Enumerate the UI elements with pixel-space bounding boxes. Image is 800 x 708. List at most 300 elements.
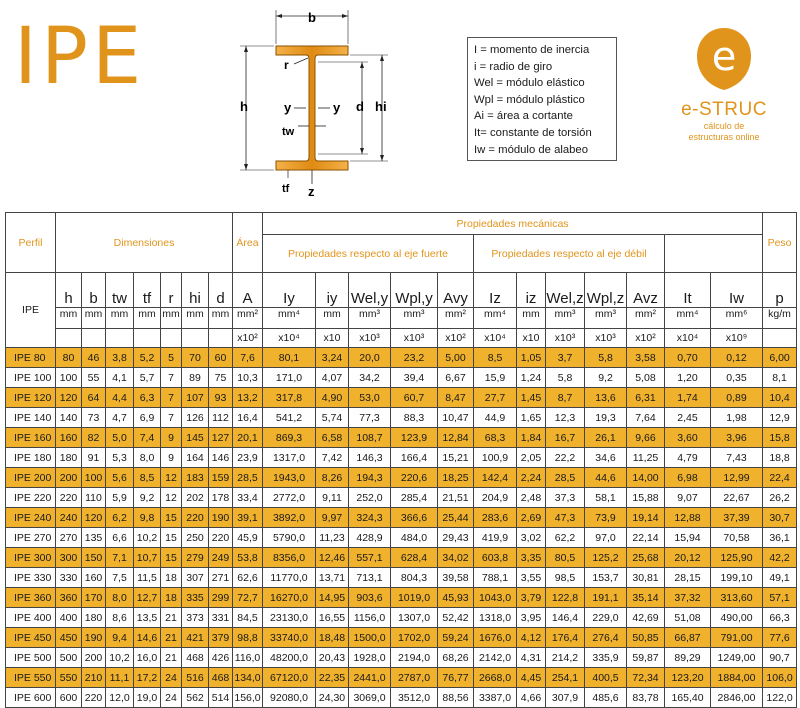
header-eje-debil: Propiedades respecto al eje débil <box>474 235 665 273</box>
table-cell: 30,7 <box>763 508 797 528</box>
table-cell: 15,88 <box>627 488 665 508</box>
column-multiplier <box>106 329 134 348</box>
table-cell: 164 <box>182 448 209 468</box>
profile-name-cell: IPE 450 <box>6 628 56 648</box>
table-cell: 804,3 <box>391 568 438 588</box>
table-cell: 6,3 <box>134 388 161 408</box>
table-cell: 14,95 <box>316 588 349 608</box>
profile-name-cell: IPE 330 <box>6 568 56 588</box>
table-cell: 252,0 <box>349 488 391 508</box>
table-cell: 134,0 <box>233 668 263 688</box>
table-cell: 18 <box>161 568 182 588</box>
legend-item: Ai = área a cortante <box>474 110 573 123</box>
table-cell: 37,39 <box>711 508 763 528</box>
table-cell: 145 <box>182 428 209 448</box>
table-row <box>6 688 797 708</box>
table-cell: 16,4 <box>233 408 263 428</box>
column-symbol: Iy <box>263 273 316 308</box>
table-cell: 21 <box>161 648 182 668</box>
header-perfil: Perfil <box>6 213 56 273</box>
table-cell: 5,8 <box>585 348 627 368</box>
table-cell: 220 <box>182 508 209 528</box>
profile-name-cell: IPE 500 <box>6 648 56 668</box>
table-cell: 112 <box>209 408 233 428</box>
table-cell: 73 <box>82 408 106 428</box>
table-cell: 8,0 <box>106 588 134 608</box>
table-cell: 13,5 <box>134 608 161 628</box>
table-cell: 42,69 <box>627 608 665 628</box>
table-cell: 72,7 <box>233 588 263 608</box>
table-cell: 12,7 <box>134 588 161 608</box>
table-cell: 1,24 <box>517 368 546 388</box>
table-cell: 42,2 <box>763 548 797 568</box>
table-cell: 4,90 <box>316 388 349 408</box>
label-r: r <box>284 58 289 72</box>
table-cell: 7 <box>161 388 182 408</box>
table-cell: 324,3 <box>349 508 391 528</box>
table-cell: 6,00 <box>763 348 797 368</box>
table-cell: 34,02 <box>438 548 474 568</box>
column-multiplier <box>763 329 797 348</box>
table-cell: 6,31 <box>627 388 665 408</box>
table-cell: 80,1 <box>263 348 316 368</box>
table-cell: 5,8 <box>546 368 585 388</box>
table-cell: 400 <box>56 608 82 628</box>
table-cell: 5790,0 <box>263 528 316 548</box>
table-cell: 2,05 <box>517 448 546 468</box>
table-cell: 194,3 <box>349 468 391 488</box>
table-cell: 39,58 <box>438 568 474 588</box>
table-cell: 5,6 <box>106 468 134 488</box>
table-cell: 62,2 <box>546 528 585 548</box>
table-cell: 3,79 <box>517 588 546 608</box>
table-cell: 400,5 <box>585 668 627 688</box>
column-unit: mm² <box>627 308 665 329</box>
table-cell: 110 <box>82 488 106 508</box>
table-cell: 366,6 <box>391 508 438 528</box>
table-cell: 3,96 <box>711 428 763 448</box>
table-cell: 1019,0 <box>391 588 438 608</box>
table-cell: 249 <box>209 548 233 568</box>
header-ipe: IPE <box>6 273 56 348</box>
table-cell: 93 <box>209 388 233 408</box>
table-cell: 271 <box>209 568 233 588</box>
table-cell: 37,32 <box>665 588 711 608</box>
table-cell: 490,00 <box>711 608 763 628</box>
column-unit: mm⁶ <box>711 308 763 329</box>
table-cell: 3,35 <box>517 548 546 568</box>
table-cell: 10,2 <box>134 528 161 548</box>
table-cell: 283,6 <box>474 508 517 528</box>
table-cell: 89 <box>182 368 209 388</box>
table-cell: 4,45 <box>517 668 546 688</box>
table-cell: 214,2 <box>546 648 585 668</box>
table-cell: 140 <box>56 408 82 428</box>
table-cell: 64 <box>82 388 106 408</box>
table-cell: 123,9 <box>391 428 438 448</box>
table-cell: 1,05 <box>517 348 546 368</box>
column-unit: mm <box>106 308 134 329</box>
column-multiplier: x10² <box>233 329 263 348</box>
table-cell: 24 <box>161 668 182 688</box>
table-cell: 5,2 <box>134 348 161 368</box>
table-cell: 1676,0 <box>474 628 517 648</box>
legend-item: It= constante de torsión <box>474 126 592 139</box>
legend-item: Wpl = módulo plástico <box>474 93 585 106</box>
column-multiplier: x10³ <box>349 329 391 348</box>
table-cell: 8,1 <box>763 368 797 388</box>
table-cell: 788,1 <box>474 568 517 588</box>
table-cell: 6,67 <box>438 368 474 388</box>
table-cell: 500 <box>56 648 82 668</box>
table-cell: 2,24 <box>517 468 546 488</box>
table-cell: 1317,0 <box>263 448 316 468</box>
table-cell: 4,12 <box>517 628 546 648</box>
table-cell: 331 <box>209 608 233 628</box>
profile-name-cell: IPE 360 <box>6 588 56 608</box>
table-cell: 44,9 <box>474 408 517 428</box>
column-symbol: r <box>161 273 182 308</box>
column-unit: mm³ <box>391 308 438 329</box>
table-cell: 20,1 <box>233 428 263 448</box>
table-cell: 180 <box>56 448 82 468</box>
table-cell: 2787,0 <box>391 668 438 688</box>
table-row <box>6 588 797 608</box>
table-cell: 125,90 <box>711 548 763 568</box>
table-cell: 23130,0 <box>263 608 316 628</box>
table-row <box>6 648 797 668</box>
table-cell: 70,58 <box>711 528 763 548</box>
table-cell: 9,97 <box>316 508 349 528</box>
table-cell: 299 <box>209 588 233 608</box>
column-unit: mm³ <box>546 308 585 329</box>
table-cell: 4,07 <box>316 368 349 388</box>
table-cell: 2441,0 <box>349 668 391 688</box>
table-cell: 0,89 <box>711 388 763 408</box>
symbol-legend <box>467 37 617 161</box>
column-symbol: h <box>56 273 82 308</box>
table-cell: 11770,0 <box>263 568 316 588</box>
table-cell: 190 <box>209 508 233 528</box>
table-cell: 426 <box>209 648 233 668</box>
table-cell: 7,42 <box>316 448 349 468</box>
column-unit: mm⁴ <box>474 308 517 329</box>
table-cell: 0,35 <box>711 368 763 388</box>
table-cell: 7,5 <box>106 568 134 588</box>
column-symbol: Iw <box>711 273 763 308</box>
table-cell: 11,25 <box>627 448 665 468</box>
table-cell: 2142,0 <box>474 648 517 668</box>
table-row <box>6 508 797 528</box>
table-cell: 514 <box>209 688 233 708</box>
label-h: h <box>240 99 248 114</box>
table-cell: 28,5 <box>546 468 585 488</box>
table-cell: 200 <box>82 648 106 668</box>
table-cell: 160 <box>82 568 106 588</box>
table-cell: 0,12 <box>711 348 763 368</box>
table-cell: 33,4 <box>233 488 263 508</box>
table-cell: 220 <box>82 688 106 708</box>
column-multiplier: x10 <box>517 329 546 348</box>
table-cell: 84,5 <box>233 608 263 628</box>
table-cell: 80 <box>56 348 82 368</box>
table-cell: 66,87 <box>665 628 711 648</box>
table-cell: 1249,00 <box>711 648 763 668</box>
table-cell: 2668,0 <box>474 668 517 688</box>
column-symbol: Iz <box>474 273 517 308</box>
column-symbol: p <box>763 273 797 308</box>
table-cell: 171,0 <box>263 368 316 388</box>
profile-name-cell: IPE 200 <box>6 468 56 488</box>
table-cell: 26,1 <box>585 428 627 448</box>
table-cell: 10,4 <box>763 388 797 408</box>
column-unit: mm <box>134 308 161 329</box>
table-cell: 3,55 <box>517 568 546 588</box>
table-cell: 210 <box>82 668 106 688</box>
table-cell: 1943,0 <box>263 468 316 488</box>
table-cell: 120 <box>82 508 106 528</box>
table-cell: 9,4 <box>106 628 134 648</box>
table-cell: 14,6 <box>134 628 161 648</box>
table-cell: 49,1 <box>763 568 797 588</box>
table-cell: 18,48 <box>316 628 349 648</box>
table-cell: 28,5 <box>233 468 263 488</box>
column-symbol: iz <box>517 273 546 308</box>
table-cell: 220,6 <box>391 468 438 488</box>
table-cell: 48200,0 <box>263 648 316 668</box>
table-cell: 68,26 <box>438 648 474 668</box>
table-cell: 23,2 <box>391 348 438 368</box>
table-cell: 57,1 <box>763 588 797 608</box>
table-cell: 180 <box>82 608 106 628</box>
label-tw: tw <box>282 126 295 138</box>
table-cell: 4,7 <box>106 408 134 428</box>
table-cell: 146 <box>209 448 233 468</box>
table-cell: 8,5 <box>134 468 161 488</box>
table-cell: 22,4 <box>763 468 797 488</box>
table-cell: 5,00 <box>438 348 474 368</box>
table-cell: 73,9 <box>585 508 627 528</box>
header-area: Área <box>233 213 263 273</box>
table-cell: 34,2 <box>349 368 391 388</box>
table-row <box>6 488 797 508</box>
profile-name-cell: IPE 180 <box>6 448 56 468</box>
profile-name-cell: IPE 550 <box>6 668 56 688</box>
table-cell: 11,23 <box>316 528 349 548</box>
profile-name-cell: IPE 240 <box>6 508 56 528</box>
table-cell: 279 <box>182 548 209 568</box>
table-cell: 47,3 <box>546 508 585 528</box>
table-cell: 82 <box>82 428 106 448</box>
table-cell: 28,15 <box>665 568 711 588</box>
table-cell: 15 <box>161 548 182 568</box>
table-cell: 2,48 <box>517 488 546 508</box>
table-cell: 10,7 <box>134 548 161 568</box>
table-cell: 20,12 <box>665 548 711 568</box>
table-cell: 562 <box>182 688 209 708</box>
table-cell: 12,46 <box>316 548 349 568</box>
table-cell: 59,24 <box>438 628 474 648</box>
table-cell: 3,60 <box>665 428 711 448</box>
table-cell: 360 <box>56 588 82 608</box>
table-cell: 100 <box>82 468 106 488</box>
table-row <box>6 448 797 468</box>
table-cell: 17,2 <box>134 668 161 688</box>
table-cell: 200 <box>56 468 82 488</box>
table-row <box>6 348 797 368</box>
table-cell: 142,4 <box>474 468 517 488</box>
table-cell: 1043,0 <box>474 588 517 608</box>
table-row <box>6 428 797 448</box>
table-cell: 468 <box>182 648 209 668</box>
table-cell: 55 <box>82 368 106 388</box>
table-cell: 166,4 <box>391 448 438 468</box>
profile-name-cell: IPE 100 <box>6 368 56 388</box>
table-cell: 19,3 <box>585 408 627 428</box>
table-cell: 4,79 <box>665 448 711 468</box>
table-row <box>6 548 797 568</box>
table-row <box>6 668 797 688</box>
ipe-properties-table <box>5 212 797 708</box>
table-cell: 24,30 <box>316 688 349 708</box>
column-multiplier: x10⁴ <box>263 329 316 348</box>
table-cell: 6,2 <box>106 508 134 528</box>
table-cell: 468 <box>209 668 233 688</box>
table-cell: 19,0 <box>134 688 161 708</box>
table-cell: 10,3 <box>233 368 263 388</box>
table-cell: 39,4 <box>391 368 438 388</box>
svg-text:e: e <box>711 34 737 80</box>
table-cell: 5,7 <box>134 368 161 388</box>
table-cell: 9,11 <box>316 488 349 508</box>
table-cell: 5 <box>161 348 182 368</box>
table-cell: 106,0 <box>763 668 797 688</box>
profile-name-cell: IPE 300 <box>6 548 56 568</box>
table-cell: 1318,0 <box>474 608 517 628</box>
table-cell: 127 <box>209 428 233 448</box>
column-multiplier: x10⁴ <box>665 329 711 348</box>
column-symbol: Avz <box>627 273 665 308</box>
table-cell: 8,7 <box>546 388 585 408</box>
table-cell: 8,47 <box>438 388 474 408</box>
table-row <box>6 468 797 488</box>
table-cell: 97,0 <box>585 528 627 548</box>
table-cell: 100,9 <box>474 448 517 468</box>
table-cell: 24 <box>161 688 182 708</box>
table-cell: 1928,0 <box>349 648 391 668</box>
table-cell: 9,8 <box>134 508 161 528</box>
table-cell: 9,66 <box>627 428 665 448</box>
table-cell: 285,4 <box>391 488 438 508</box>
table-cell: 313,60 <box>711 588 763 608</box>
column-multiplier <box>209 329 233 348</box>
table-cell: 1,45 <box>517 388 546 408</box>
table-cell: 21,51 <box>438 488 474 508</box>
table-cell: 7,4 <box>134 428 161 448</box>
table-cell: 18,25 <box>438 468 474 488</box>
table-cell: 122,0 <box>763 688 797 708</box>
column-symbol: It <box>665 273 711 308</box>
legend-item: I = momento de inercia <box>474 44 590 56</box>
table-cell: 35,14 <box>627 588 665 608</box>
label-hi: hi <box>375 99 387 114</box>
column-unit: mm³ <box>585 308 627 329</box>
table-cell: 156,0 <box>233 688 263 708</box>
table-cell: 1,84 <box>517 428 546 448</box>
table-cell: 2772,0 <box>263 488 316 508</box>
table-cell: 335,9 <box>585 648 627 668</box>
table-cell: 3,8 <box>106 348 134 368</box>
header-propiedades: Propiedades mecánicas <box>263 213 763 235</box>
table-cell: 10,2 <box>106 648 134 668</box>
table-cell: 8,0 <box>134 448 161 468</box>
table-cell: 8,6 <box>106 608 134 628</box>
table-cell: 1,20 <box>665 368 711 388</box>
brand-name: e-STRUC <box>681 99 767 120</box>
table-cell: 3,24 <box>316 348 349 368</box>
table-cell: 12 <box>161 488 182 508</box>
header-peso: Peso <box>763 213 797 273</box>
table-cell: 202 <box>182 488 209 508</box>
table-cell: 66,3 <box>763 608 797 628</box>
profile-name-cell: IPE 160 <box>6 428 56 448</box>
table-cell: 15,8 <box>763 428 797 448</box>
table-cell: 9,07 <box>665 488 711 508</box>
table-cell: 176,4 <box>546 628 585 648</box>
profile-name-cell: IPE 80 <box>6 348 56 368</box>
table-cell: 307,9 <box>546 688 585 708</box>
table-cell: 98,8 <box>233 628 263 648</box>
table-cell: 160 <box>56 428 82 448</box>
table-cell: 8,26 <box>316 468 349 488</box>
table-cell: 3512,0 <box>391 688 438 708</box>
table-cell: 419,9 <box>474 528 517 548</box>
table-cell: 146,4 <box>546 608 585 628</box>
table-cell: 3892,0 <box>263 508 316 528</box>
column-unit: kg/m <box>763 308 797 329</box>
table-cell: 5,08 <box>627 368 665 388</box>
column-symbol: Wel,y <box>349 273 391 308</box>
brand-block <box>664 26 784 143</box>
table-cell: 9,2 <box>134 488 161 508</box>
table-cell: 21 <box>161 608 182 628</box>
column-multiplier <box>82 329 106 348</box>
page-title: IPE <box>14 12 146 102</box>
column-unit: mm <box>316 308 349 329</box>
table-cell: 77,6 <box>763 628 797 648</box>
table-cell: 791,00 <box>711 628 763 648</box>
table-cell: 3387,0 <box>474 688 517 708</box>
table-cell: 12,9 <box>763 408 797 428</box>
table-cell: 1500,0 <box>349 628 391 648</box>
header-dimensiones: Dimensiones <box>56 213 233 273</box>
table-cell: 379 <box>209 628 233 648</box>
column-symbol: Wpl,z <box>585 273 627 308</box>
table-cell: 27,7 <box>474 388 517 408</box>
table-cell: 4,31 <box>517 648 546 668</box>
table-cell: 88,56 <box>438 688 474 708</box>
table-cell: 9,2 <box>585 368 627 388</box>
label-y-left: y <box>284 100 292 115</box>
brand-tagline-2: estructuras online <box>688 132 760 142</box>
table-cell: 13,2 <box>233 388 263 408</box>
table-row <box>6 628 797 648</box>
table-cell: 12,88 <box>665 508 711 528</box>
table-cell: 45,9 <box>233 528 263 548</box>
table-cell: 125,2 <box>585 548 627 568</box>
table-cell: 628,4 <box>391 548 438 568</box>
table-cell: 18,8 <box>763 448 797 468</box>
